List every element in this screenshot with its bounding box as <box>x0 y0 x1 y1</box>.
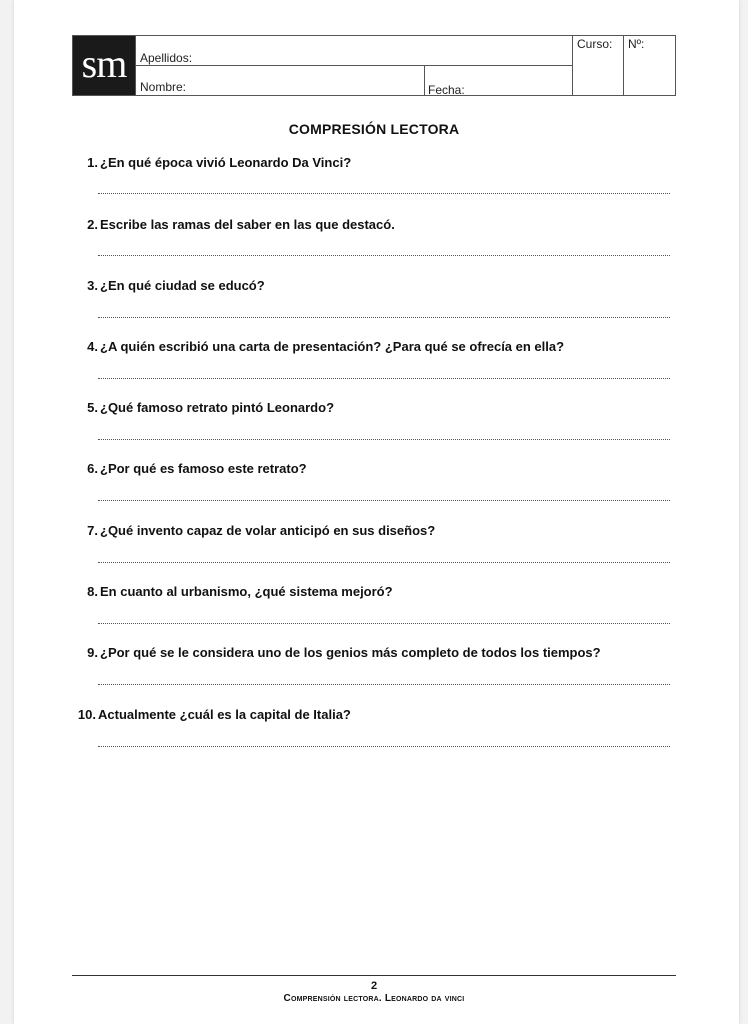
student-info-header <box>72 35 676 96</box>
question: 8. En cuanto al urbanismo, ¿qué sistema mejoró? <box>87 584 393 599</box>
question: 4. ¿A quién escribió una carta de presentación? ¿Para qué se ofrecía en ella? <box>87 339 565 354</box>
answer-line[interactable] <box>98 193 670 194</box>
page-number: 2 <box>370 980 378 992</box>
nombre-field[interactable]: Nombre: <box>140 80 187 94</box>
answer-line[interactable] <box>98 439 670 440</box>
footer-title: Comprensión lectora. Leonardo da vinci <box>283 993 465 1004</box>
worksheet-page <box>14 0 739 1024</box>
question: 1. ¿En qué época vivió Leonardo Da Vinci? <box>87 155 352 170</box>
question: 10. Actualmente ¿cuál es la capital de Italia? <box>77 707 351 722</box>
footer-divider <box>72 975 676 976</box>
numero-field[interactable]: Nº: <box>628 37 645 51</box>
question: 2. Escribe las ramas del saber en las que destacó. <box>87 217 395 232</box>
answer-line[interactable] <box>98 378 670 379</box>
question: 3. ¿En qué ciudad se educó? <box>87 278 265 293</box>
fecha-field[interactable]: Fecha: <box>428 83 465 97</box>
divider <box>135 65 572 66</box>
answer-line[interactable] <box>98 317 670 318</box>
question: 6. ¿Por qué es famoso este retrato? <box>87 461 307 476</box>
divider <box>572 36 573 95</box>
answer-line[interactable] <box>98 500 670 501</box>
answer-line[interactable] <box>98 255 670 256</box>
divider <box>424 65 425 95</box>
question: 7. ¿Qué invento capaz de volar anticipó en sus diseños? <box>87 523 436 538</box>
page-title: COMPRESIÓN LECTORA <box>288 121 460 137</box>
answer-line[interactable] <box>98 623 670 624</box>
curso-field[interactable]: Curso: <box>577 37 613 51</box>
question: 9. ¿Por qué se le considera uno de los genios más completo de todos los tiempos? <box>87 645 601 660</box>
answer-line[interactable] <box>98 746 670 747</box>
divider <box>623 36 624 95</box>
question: 5. ¿Qué famoso retrato pintó Leonardo? <box>87 400 335 415</box>
answer-line[interactable] <box>98 684 670 685</box>
answer-line[interactable] <box>98 562 670 563</box>
apellidos-field[interactable]: Apellidos: <box>140 51 193 65</box>
sm-logo: sm <box>73 36 135 95</box>
